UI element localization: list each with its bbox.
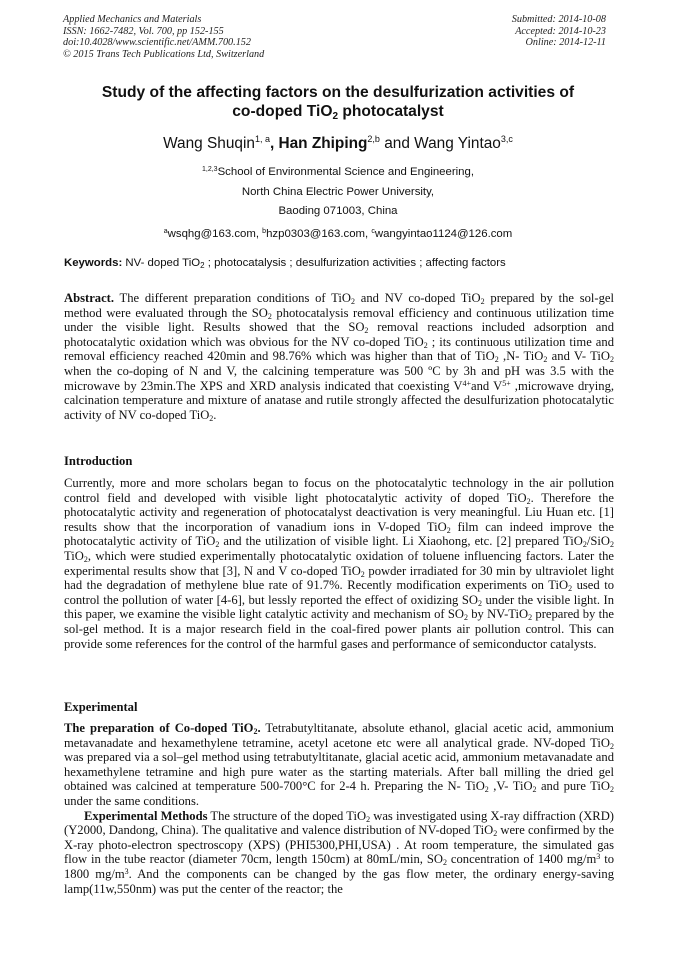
journal-header-left [63,14,264,60]
abstract-label: Abstract. [64,291,115,305]
keywords-line: Keywords: NV- doped TiO$_2$ ; photocatalysis ; desulfurization activities ; affecting factors [64,257,506,270]
date-submitted: Submitted: 2014-10-08 [511,14,606,25]
methods-label: Experimental Methods [84,808,208,823]
methods-paragraph: Experimental Methods The structure of the doped TiO$_2$ was investigated using X-ray diffraction (XRD) (Y2000, Dandong, China). The qualitative and valence distribution of NV-doped TiO$_2$ were confirmed by the X-ray photo-electron spectroscopy (XPS) (PHI5300,PHI,USA) . At room temperature, the simulated gas flow in the tube reactor (diameter 70cm, length 150cm) at 80mL/min, $SO_2$ concentration of 1400 $mg/m^3$ to 1800 $mg/m^3$. And the components can be changed by the gas flow meter, the ordinary energy-saving lamp(11w,550nm) was put the center of the reactor; the [64,808,615,896]
journal-copyright: © 2015 Trans Tech Publications Ltd, Switzerland [63,48,265,60]
title-line-1: Study of the affecting factors on the desulfurization activities of [101,84,575,101]
journal-issn: ISSN: 1662-7482, Vol. 700, pp 152-155 [63,25,224,37]
preparation-label: The preparation of Co-doped TiO$_2$. [64,721,261,736]
preparation-paragraph: The preparation of Co-doped TiO$_2$. Tetrabutyltitanate, absolute ethanol, glacial acetic acid, ammonium metavanadate and hexamethylene tetramine, acetyl acetone etc were all analytical grade. NV-doped TiO$_2$ was prepared via a sol–gel method using tetrabutyltitanate, glacial acetic acid, ammonium metavanadate and hexamethylene tetramine and high pure water as the starting materials. After ball milling the dried gel obtained was calcined at temperature 500-700°C for 2-4 h. Preparing the N- TiO$_2$ ,V- TiO$_2$ and pure TiO$_2$ under the same conditions. [64,721,614,808]
date-accepted: Accepted: 2014-10-23 [515,25,606,37]
affiliation-line-3: Baoding 071003, China [278,205,398,217]
author-list: Wang Shuqin$^{1, a}$, Han Zhiping$^{2,b}$ and Wang Yintao$^{3,c}$ [163,134,513,152]
affiliation-line-1: $^{1,2,3}$School of Environmental Science and Engineering, [201,166,475,178]
introduction-paragraph: Currently, more and more scholars began to focus on the photocatalytic technology in the air pollution control field and developed with visible light photocatalytic activity of doped TiO$_2$. Therefore the photocatalytic activity and regeneration of photocatalyst deactivation is very meaningful. Liu Huan etc. [1] results show that the incorporation of vanadium ions in V-doped TiO$_2$ film can indeed improve the photocatalytic activity of TiO$_2$ and the utilization of visible light. Li Xiaohong, etc. [2] prepared TiO$_2$/SiO$_2$ TiO$_2$, which were studied experimentally photocatalytic oxidation of toluene influencing factors. Later the experimental results show that [3], N and V co-doped TiO$_2$ powder irradiated for 30 min by ultraviolet light had the degradation of methylene blue rate of 91.7%. Recently modification experiments on TiO$_2$ used to control the pollution of water [4-6], but lessly reported the effect of oxidizing $SO_2$ under the visible light. In this paper, we examine the visible light catalytic activity and mechanism of $SO_2$ by NV-TiO$_2$ prepared by the sol-gel method. It is a major research field in the coal-fired power plants air pollution control. This can provide some references for the control of the harmful gases and performance of semiconductor catalysts. [64,476,614,651]
journal-name: Applied Mechanics and Materials [63,14,202,25]
experimental-section [64,721,614,896]
experimental-heading: Experimental [64,700,138,714]
keywords-label: Keywords: [64,257,123,269]
introduction-heading: Introduction [64,454,133,468]
author-emails[interactable]: $^a$wsqhg@163.com, $^b$hzp0303@163.com, $^c$wangyintao1124@126.com [163,227,513,240]
journal-doi[interactable]: doi:10.4028/www.scientific.net/AMM.700.152 [63,37,251,49]
affiliation-line-2: North China Electric Power University, [241,185,435,198]
abstract-paragraph: Abstract. The different preparation conditions of TiO$_2$ and NV co-doped TiO$_2$ prepared by the sol-gel method were evaluated through the $SO_2$ photocatalysis removal efficiency and continuous utilization time under the visible light. Results showed that the $SO_2$ removal reactions included adsorption and photocatalytic oxidation which was obvious for the NV co-doped TiO$_2$ ; its continuous utilization time and removal efficiency reached 420min and 98.76% which was higher than that of TiO$_2$ ,N- TiO$_2$ and V- TiO$_2$ when the co-doping of N and V, the calcining temperature was 500 ºC by 3h and pH was 3.5 with the microwave by 23min.The XPS and XRD analysis indicated that coexisting $V^{4+}and$ $V^{5+}$ ,microwave drying, calcination temperature and mixture of anatase and rutile strongly affected the desulfurization photocatalytic activity of NV co-doped TiO$_2$. [64,291,615,423]
journal-header-right [512,14,606,49]
affiliation-block [60,160,616,244]
paper-title [60,84,616,121]
title-line-2: co-doped TiO$_2$ photocatalyst [232,102,444,122]
date-online: Online: 2014-12-11 [525,37,606,49]
